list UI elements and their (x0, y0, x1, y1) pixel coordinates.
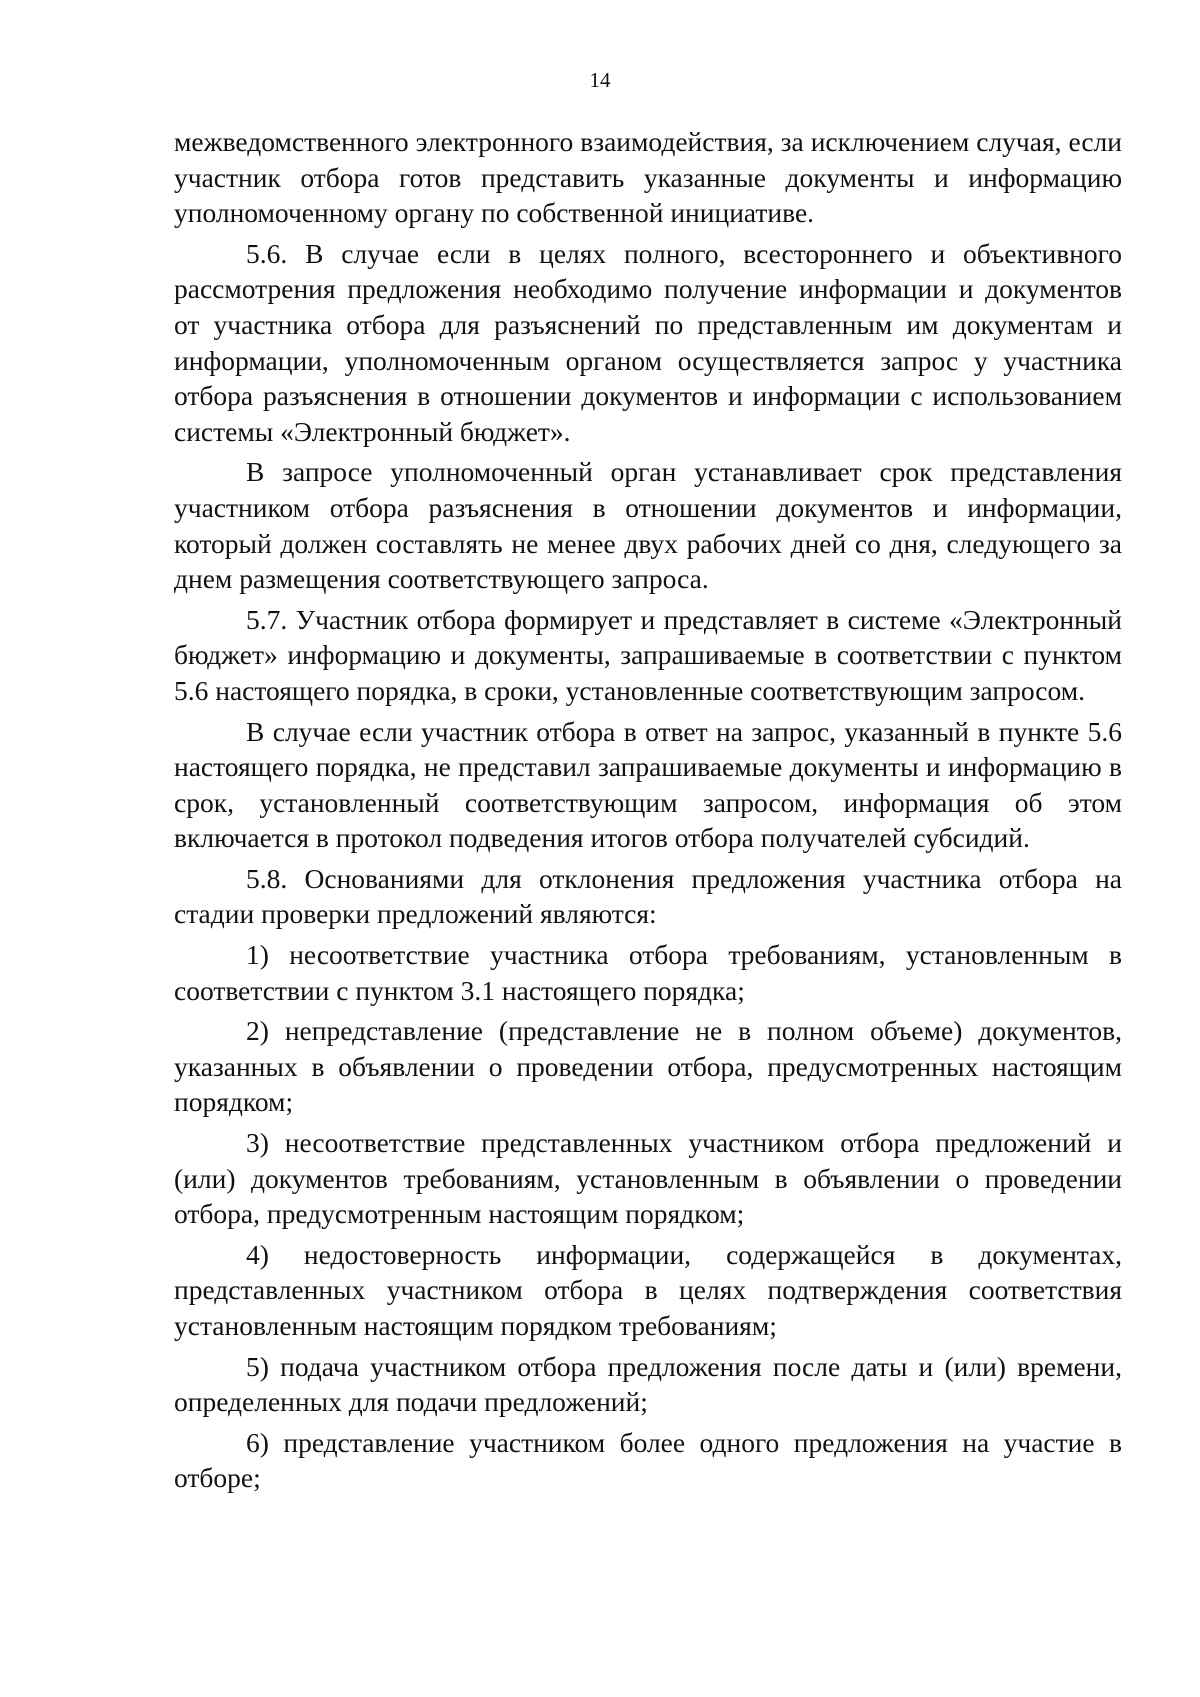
page-number: 14 (589, 68, 611, 92)
paragraph-request-deadline: В запросе уполномоченный орган устанавливает срок представления участником отбора разъяснения в отношении документов и информации, который должен составлять не менее двух рабочих дней со дня, следующего за днем размещения соответствующего запроса. (174, 456, 1122, 595)
paragraph-non-response: В случае если участник отбора в ответ на запрос, указанный в пункте 5.6 настоящего порядка, не представил запрашиваемые документы и информацию в срок, установленный соответствующим запросом, информация об этом включается в протокол подведения итогов отбора получателей субсидий. (174, 715, 1122, 854)
document-body (174, 124, 1122, 1501)
list-item-6: 6) представление участником более одного предложения на участие в отборе; (174, 1426, 1122, 1494)
paragraph-5-7: 5.7. Участник отбора формирует и представляет в системе «Электронный бюджет» информацию и документы, запрашиваемые в соответствии с пунктом 5.6 настоящего порядка, в сроки, установленные соответствующим запросом. (174, 603, 1122, 706)
list-item-4: 4) недостоверность информации, содержащейся в документах, представленных участником отбора в целях подтверждения соответствия установленным настоящим порядком требованиям; (174, 1238, 1122, 1341)
list-item-5: 5) подача участником отбора предложения после даты и (или) времени, определенных для подачи предложений; (174, 1350, 1122, 1418)
paragraph-continuation: межведомственного электронного взаимодействия, за исключением случая, если участник отбора готов представить указанные документы и информацию уполномоченному органу по собственной инициативе. (174, 126, 1122, 229)
paragraph-5-8: 5.8. Основаниями для отклонения предложения участника отбора на стадии проверки предложений являются: (174, 862, 1122, 930)
list-item-1: 1) несоответствие участника отбора требованиям, установленным в соответствии с пунктом 3.1 настоящего порядка; (174, 939, 1122, 1006)
list-item-2: 2) непредставление (представление не в полном объеме) документов, указанных в объявлении о проведении отбора, предусмотренных настоящим порядком; (174, 1015, 1122, 1118)
paragraph-5-6: 5.6. В случае если в целях полного, всестороннего и объективного рассмотрения предложения необходимо получение информации и документов от участника отбора для разъяснений по представленным им документам и информации, уполномоченным органом осуществляется запрос у участника отбора разъяснения в отношении документов и информации с использованием системы «Электронный бюджет». (174, 237, 1122, 447)
list-item-3: 3) несоответствие представленных участником отбора предложений и (или) документов требованиям, установленным в объявлении о проведении отбора, предусмотренным настоящим порядком; (174, 1127, 1122, 1230)
